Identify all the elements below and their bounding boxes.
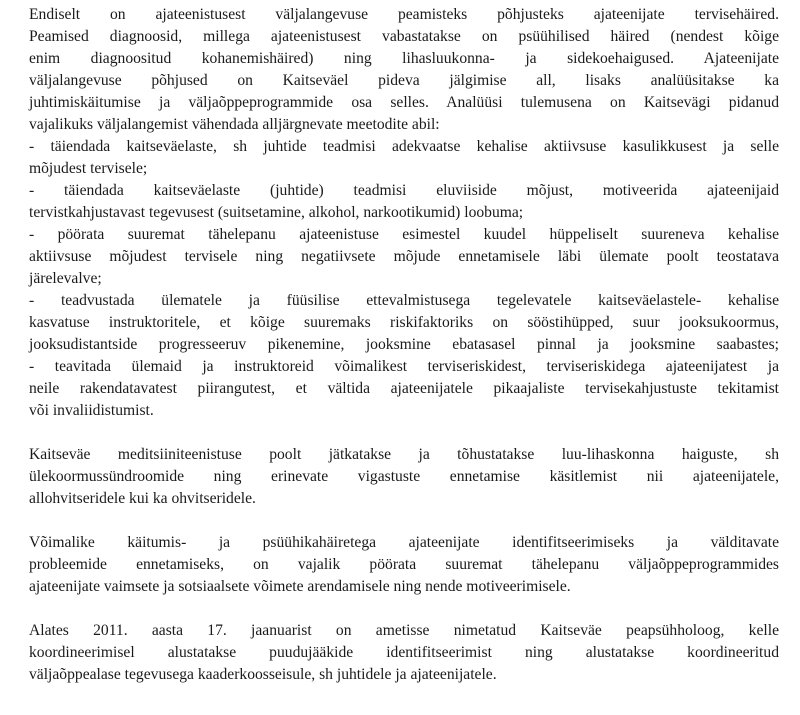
text-line: juhtimiskäitumise ja väljaõppeprogrammide osa selles. Analüüsi tulemusena on Kaitsevägi pidanud [29, 94, 779, 111]
paragraph-medical-service [29, 444, 779, 510]
list-item-line: - täiendada kaitseväelaste, sh juhtide teadmisi adekvaatse kehalise aktiivsuse kasulikkusest ja selle [29, 138, 779, 155]
list-item-line: jooksudistantside progresseeruv pikenemine, jooksmine ebatasasel pinnal ja jooksmine saabastes; [29, 336, 779, 353]
paragraph-gap [29, 422, 779, 444]
text-line: Võimalike käitumis- ja psüühikahäiretega ajateenijate identifitseerimiseks ja välditavate [29, 534, 779, 551]
list-item-line: - teadvustada ülematele ja füüsilise ettevalmistusega tegelevatele kaitseväelastele- kehalise [29, 292, 779, 309]
list-item-line: tervistkahjustavast tegevusest (suitsetamine, alkohol, narkootikumid) loobuma; [29, 204, 524, 221]
paragraph-gap [29, 598, 779, 620]
text-line: vajalikuks väljalangemist vähendada alljärgnevate meetodite abil: [29, 116, 440, 133]
document-page [29, 4, 779, 686]
text-line: väljaõppealase tegevusega kaaderkoosseisule, sh juhtidele ja ajateenijatele. [29, 666, 497, 683]
text-line: Kaitseväe meditsiiniteenistuse poolt jätkatakse ja tõhustatakse luu-lihaskonna haiguste, sh [29, 446, 779, 463]
text-line: Peamised diagnoosid, millega ajateenistusest vabastatakse on psüühilised häired (nendest kõige [29, 28, 779, 45]
list-item-line: kasvatuse instruktoritele, et kõige suuremaks riskifaktoriks on sööstihüpped, suur jooksukoormus, [29, 314, 779, 331]
text-line: allohvitseridele kui ka ohvitseridele. [29, 490, 256, 507]
text-line: väljalangevuse põhjused on Kaitseväel pideva jälgimise all, lisaks analüüsitakse ka [29, 72, 779, 89]
text-line: Alates 2011. aasta 17. jaanuarist on ametisse nimetatud Kaitseväe peapsühholoog, kelle [29, 622, 779, 639]
list-item-line: või invaliidistumist. [29, 402, 154, 419]
list-item-line: aktiivsuse mõjudest tervisele ning negatiivsete mõjude ennetamisele läbi ülemate poolt teostatava [29, 248, 779, 265]
list-item-line: - täiendada kaitseväelaste (juhtide) teadmisi eluviiside mõjust, motiveerida ajateenijaid [29, 182, 779, 199]
text-line: Endiselt on ajateenistusest väljalangevuse peamisteks põhjusteks ajateenijate tervisehäired. [29, 6, 779, 23]
list-item-line: järelevalve; [29, 270, 102, 287]
paragraph-dropout-causes [29, 4, 779, 422]
paragraph-gap [29, 510, 779, 532]
list-item-line: neile rakendatavatest piirangutest, et vältida ajateenijatele pikaajaliste tervisekahjustuste tekitamist [29, 380, 779, 397]
list-item-line: mõjudest tervisele; [29, 160, 148, 177]
text-line: probleemide ennetamiseks, on vajalik pöörata suuremat tähelepanu väljaõppeprogrammides [29, 556, 779, 573]
paragraph-behavioral-disorders [29, 532, 779, 598]
text-line: ülekoormussündroomide ning erinevate vigastuste ennetamise käsitlemist nii ajateenijatele, [29, 468, 779, 485]
text-line: ajateenijate vaimsete ja sotsiaalsete võimete arendamisele ning nende motiveerimisele. [29, 578, 571, 595]
text-line: enim diagnoositud kohanemishäired) ning lihasluukonna- ja sidekoehaigused. Ajateenijate [29, 50, 779, 67]
list-item-line: - pöörata suuremat tähelepanu ajateenistuse esimestel kuudel hüppeliselt suureneva kehalise [29, 226, 779, 243]
text-line: koordineerimisel alustatakse puudujääkide identifitseerimist ning alustatakse koordineeritud [29, 644, 779, 661]
list-item-line: - teavitada ülemaid ja instruktoreid võimalikest terviseriskidest, terviseriskidega ajateenijatest ja [29, 358, 779, 375]
paragraph-chief-psychologist [29, 620, 779, 686]
